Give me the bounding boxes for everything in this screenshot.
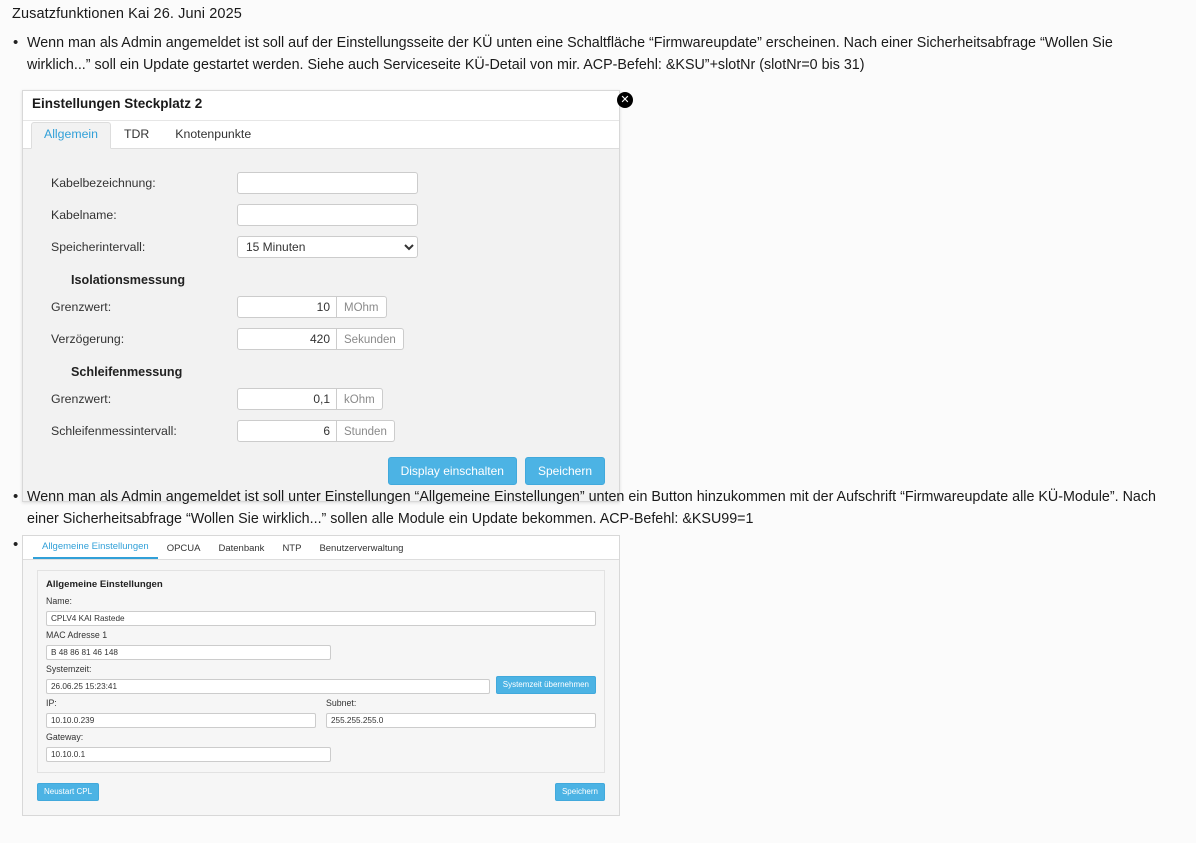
schleifen-grenzwert-input[interactable] (237, 388, 337, 410)
dialog-actions (23, 447, 619, 487)
tab-datenbank[interactable]: Datenbank (218, 543, 265, 554)
gateway-field-wrap (46, 744, 331, 762)
settings-body (23, 560, 619, 815)
verzoegerung-input[interactable] (237, 328, 337, 350)
settings-card (37, 570, 605, 773)
mac-field-wrap (46, 642, 331, 660)
row-kabelname (23, 199, 619, 231)
isolation-grenzwert-group (237, 296, 387, 318)
kabelbezeichnung-input[interactable] (237, 172, 418, 194)
systemzeit-input[interactable] (46, 679, 490, 694)
settings-actions (37, 783, 605, 801)
subnet-input[interactable] (326, 713, 596, 728)
name-input[interactable] (46, 611, 596, 626)
mac-input[interactable] (46, 645, 331, 660)
isolation-grenzwert-input[interactable] (237, 296, 337, 318)
label-subnet: Subnet: (326, 698, 357, 708)
settings-tabbar (23, 536, 619, 560)
bullet-marker: • (13, 34, 19, 51)
row-schleifenmessintervall (23, 415, 619, 447)
ip-input[interactable] (46, 713, 316, 728)
kabelname-input[interactable] (237, 204, 418, 226)
tab-allgemeine-einstellungen[interactable]: Allgemeine Einstellungen (33, 538, 158, 559)
row-kabelbezeichnung (23, 167, 619, 199)
bullet-item-2 (12, 486, 1177, 530)
systemzeit-uebernehmen-button[interactable]: Systemzeit übernehmen (496, 676, 596, 694)
tab-ntp[interactable]: NTP (282, 543, 302, 554)
verzoegerung-group (237, 328, 404, 350)
row-schleifen-grenzwert (23, 383, 619, 415)
schleifenmessintervall-group (237, 420, 395, 442)
row-verzoegerung (23, 323, 619, 355)
heading-schleifenmessung: Schleifenmessung (71, 365, 183, 379)
label-kabelbezeichnung: Kabelbezeichnung: (51, 176, 156, 190)
label-name: Name: (46, 596, 72, 606)
label-kabelname: Kabelname: (51, 208, 117, 222)
subnet-col (326, 694, 596, 728)
settings-save-button[interactable]: Speichern (555, 783, 605, 801)
dialog-title: Einstellungen Steckplatz 2 (32, 96, 203, 111)
label-gateway: Gateway: (46, 732, 84, 742)
dialog-header (23, 91, 630, 121)
label-ip: IP: (46, 698, 57, 708)
schleifenmessintervall-unit: Stunden (337, 420, 395, 442)
speicherintervall-select[interactable] (237, 236, 418, 258)
ip-col (46, 694, 316, 728)
verzoegerung-unit: Sekunden (337, 328, 404, 350)
panel-allgemeine-einstellungen (22, 535, 620, 816)
bullet-text-2: Wenn man als Admin angemeldet ist soll unter Einstellungen “Allgemeine Einstellungen” unten ein Button hinzukommen mit der Aufschrift “Firmwareupdate alle KÜ-Module”. Nach einer Sicherheitsabfrage “Wollen Sie wirklich...” sollen alle Module ein Update bekommen. ACP-Befehl: &KSU99=1 (27, 489, 1156, 527)
row-isolation-grenzwert (23, 291, 619, 323)
tab-opcua[interactable]: OPCUA (166, 543, 201, 554)
settings-card-title: Allgemeine Einstellungen (46, 579, 163, 590)
schleifenmessintervall-input[interactable] (237, 420, 337, 442)
display-einschalten-button[interactable]: Display einschalten (388, 457, 517, 485)
tab-benutzerverwaltung[interactable]: Benutzerverwaltung (319, 543, 404, 554)
heading-isolationsmessung: Isolationsmessung (71, 273, 186, 287)
schleifen-grenzwert-group (237, 388, 383, 410)
gateway-input[interactable] (46, 747, 331, 762)
tab-knotenpunkte[interactable]: Knotenpunkte (175, 127, 252, 141)
bullet-marker: • (13, 536, 19, 553)
label-systemzeit: Systemzeit: (46, 664, 92, 674)
bullet-marker: • (13, 488, 19, 505)
row-speicherintervall (23, 231, 619, 263)
dialog-tabbar (23, 121, 619, 149)
ip-subnet-row (46, 694, 596, 728)
label-isolation-grenzwert: Grenzwert: (51, 300, 112, 314)
tab-tdr[interactable]: TDR (124, 127, 150, 141)
close-icon[interactable]: ✕ (617, 92, 633, 108)
neustart-cpl-button[interactable]: Neustart CPL (37, 783, 99, 801)
label-schleifen-grenzwert: Grenzwert: (51, 392, 112, 406)
bullet-text-1: Wenn man als Admin angemeldet ist soll auf der Einstellungsseite der KÜ unten eine Schaltfläche “Firmwareupdate” erscheinen. Nach einer Sicherheitsabfrage “Wollen Sie wirklich...” soll ein Update gestartet werden. Siehe auch Serviceseite KÜ-Detail von mir. ACP-Befehl: &KSU”+slotNr (slotNr=0 bis 31) (27, 35, 1113, 73)
label-mac: MAC Adresse 1 (46, 630, 108, 640)
tab-allgemein[interactable]: Allgemein (31, 122, 111, 149)
label-verzoegerung: Verzögerung: (51, 332, 125, 346)
dialog-body (23, 149, 619, 501)
isolation-grenzwert-unit: MOhm (337, 296, 387, 318)
bullet-item-1 (12, 32, 1177, 76)
page-title: Zusatzfunktionen Kai 26. Juni 2025 (12, 6, 242, 22)
label-schleifenmessintervall: Schleifenmessintervall: (51, 424, 177, 438)
dialog-einstellungen-steckplatz (22, 90, 630, 502)
systemzeit-row (46, 676, 596, 694)
schleifen-grenzwert-unit: kOhm (337, 388, 383, 410)
label-speicherintervall: Speicherintervall: (51, 240, 146, 254)
save-button[interactable]: Speichern (525, 457, 605, 485)
